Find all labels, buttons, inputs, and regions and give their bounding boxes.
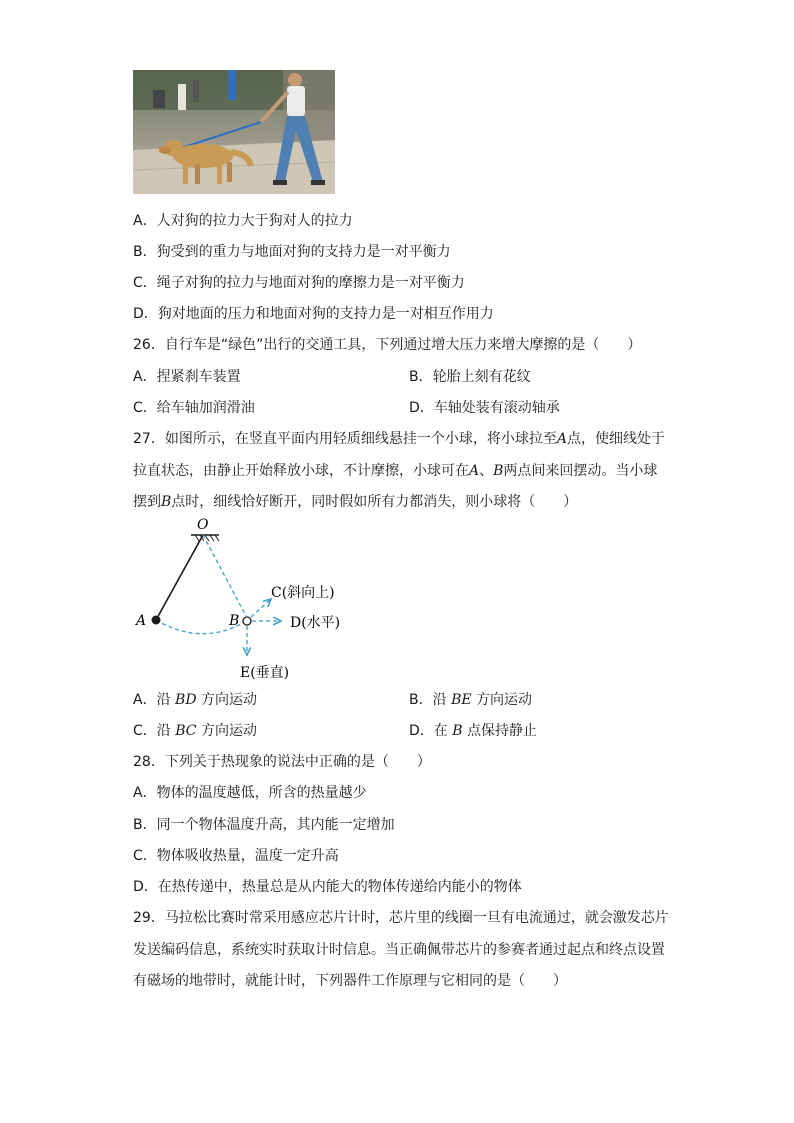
q27-option-b: B．沿 BE 方向运动 (409, 692, 533, 708)
q28-option-c: C．物体吸收热量，温度一定升高 (133, 848, 339, 864)
q25-option-a: A．人对狗的拉力大于狗对人的拉力 (133, 213, 353, 229)
q26-stem: 26．自行车是“绿色”出行的交通工具，下列通过增大压力来增大摩擦的是（ ） (133, 337, 642, 353)
dog-walking-photo (133, 70, 335, 194)
pendulum-string (156, 535, 203, 620)
q27-option-c: C．沿 BC 方向运动 (133, 723, 257, 739)
label-d: D(水平) (290, 615, 341, 631)
q27-option-a: A．沿 BD 方向运动 (133, 692, 257, 708)
q25-option-d: D．狗对地面的压力和地面对狗的支持力是一对相互作用力 (133, 306, 494, 322)
q29-stem-line2: 发送编码信息，系统实时获取计时信息。当正确佩带芯片的参赛者通过起点和终点设置 (133, 942, 665, 958)
q29-stem-line1: 29．马拉松比赛时常采用感应芯片计时，芯片里的线圈一旦有电流通过，就会激发芯片 (133, 910, 669, 926)
q26-option-c: C．给车轴加润滑油 (133, 400, 255, 416)
label-b: B (229, 613, 240, 629)
q26-option-a: A．捏紧刹车装置 (133, 369, 241, 385)
q26-option-b: B．轮胎上刻有花纹 (409, 369, 531, 385)
q27-option-d: D．在 B 点保持静止 (409, 723, 537, 739)
label-a: A (136, 613, 147, 629)
q27-stem-line1: 27．如图所示，在竖直平面内用轻质细线悬挂一个小球，将小球拉至A点，使细线处于 (133, 431, 665, 447)
dashed-string-b (203, 535, 246, 616)
label-e: E(垂直) (240, 665, 290, 681)
q25-option-c: C．绳子对狗的拉力与地面对狗的摩擦力是一对平衡力 (133, 275, 465, 291)
q25-option-b: B．狗受到的重力与地面对狗的支持力是一对平衡力 (133, 244, 451, 260)
q27-stem-line3: 摆到B点时，细线恰好断开，同时假如所有力都消失，则小球将（ ） (133, 494, 578, 510)
ball-a (152, 616, 161, 625)
q28-option-a: A．物体的温度越低，所含的热量越少 (133, 785, 367, 801)
ball-b (243, 617, 251, 625)
arrow-c (251, 599, 271, 617)
label-c: C(斜向上) (271, 585, 335, 601)
q28-stem: 28．下列关于热现象的说法中正确的是（ ） (133, 754, 431, 770)
q27-stem-line2: 拉直状态，由静止开始释放小球，不计摩擦，小球可在A、B两点间来回摆动。当小球 (133, 463, 658, 479)
pendulum-diagram (133, 515, 373, 685)
q29-stem-line3: 有磁场的地带时，就能计时，下列器件工作原理与它相同的是（ ） (133, 973, 567, 989)
q28-option-b: B．同一个物体温度升高，其内能一定增加 (133, 817, 395, 833)
q26-option-d: D．车轴处装有滚动轴承 (409, 400, 560, 416)
label-o: O (197, 517, 209, 533)
q28-option-d: D．在热传递中，热量总是从内能大的物体传递给内能小的物体 (133, 879, 522, 895)
